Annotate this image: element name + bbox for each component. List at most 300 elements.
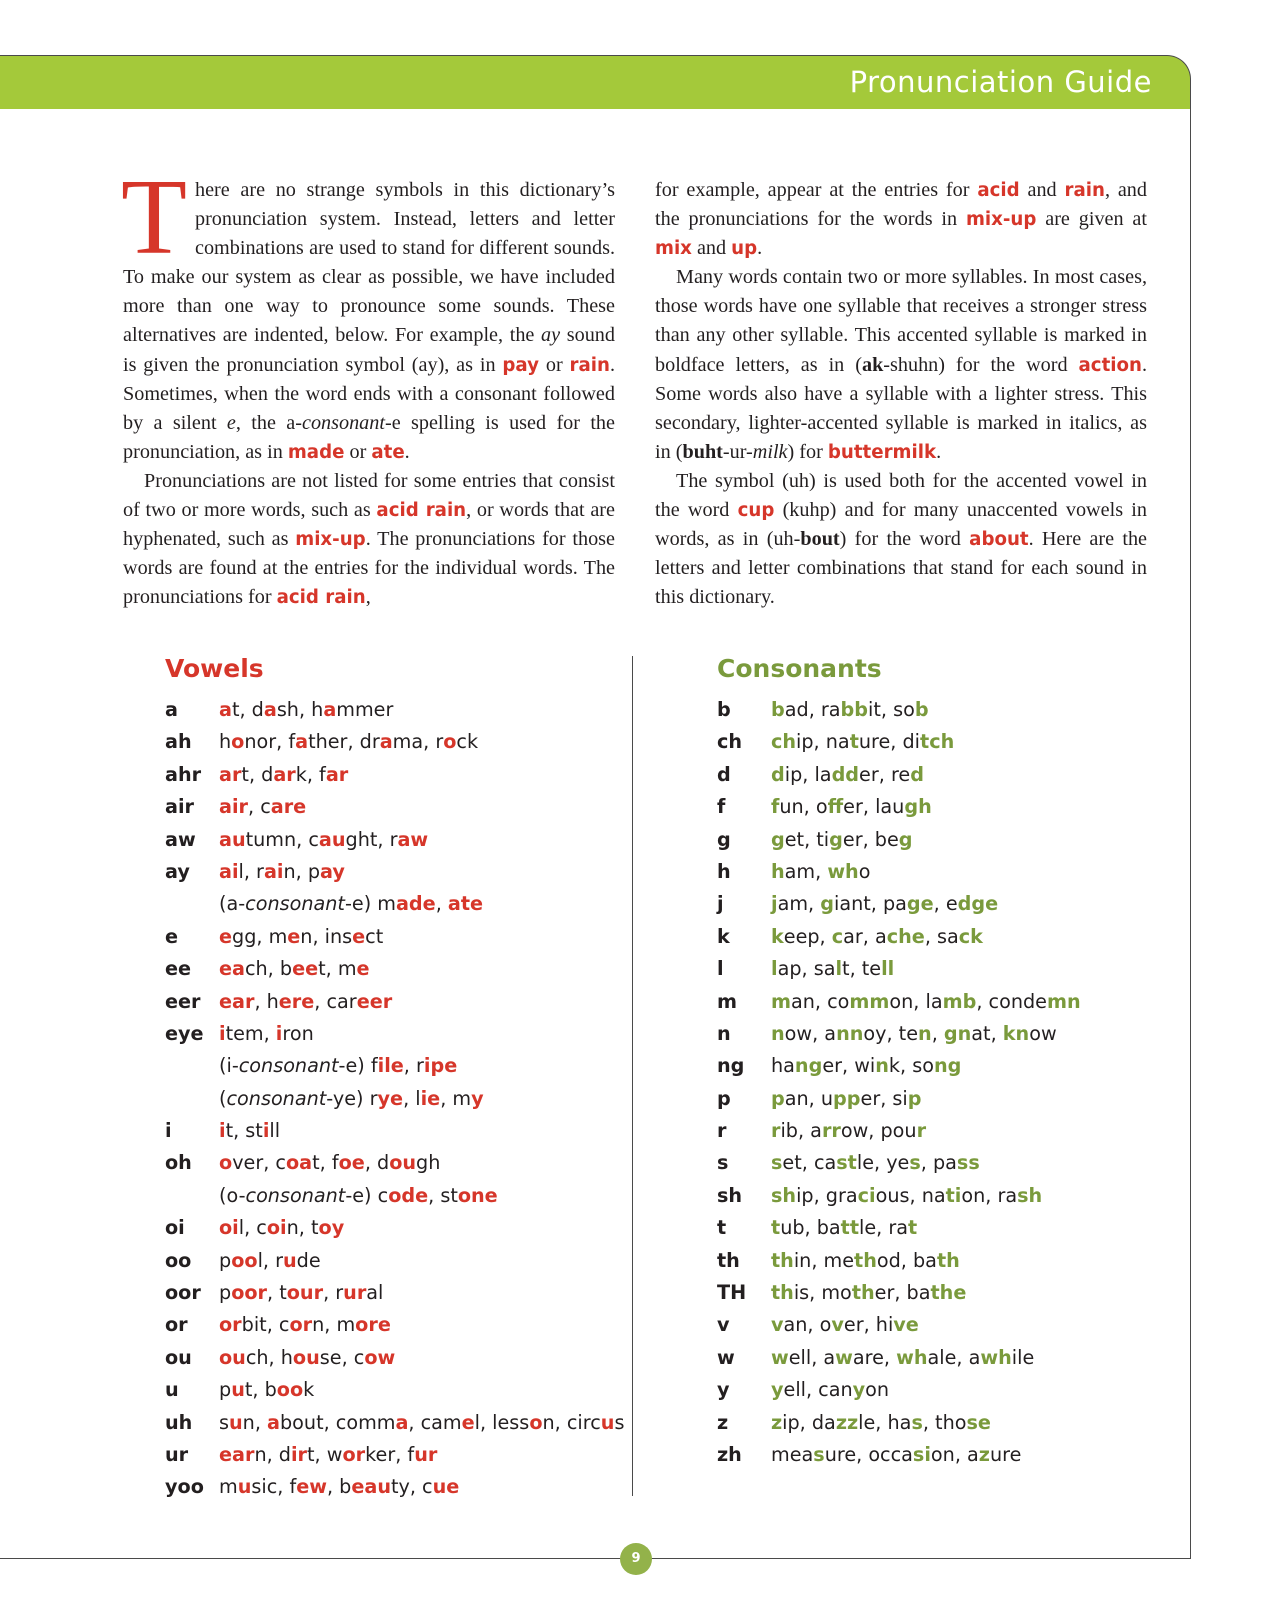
highlighted-letters: ee: [292, 957, 319, 981]
highlighted-letters: j: [771, 892, 778, 916]
example-text: bit, c: [241, 1313, 290, 1337]
example-text: ron: [282, 1021, 314, 1045]
highlighted-letters: ti: [945, 1183, 962, 1207]
example-words: [219, 1018, 314, 1050]
pronunciation-symbol: p: [717, 1086, 731, 1110]
example-words: [771, 1277, 966, 1309]
example-words: [771, 1342, 1034, 1374]
highlighted-letters: a: [295, 730, 309, 754]
intro-text: , the a-: [235, 411, 302, 434]
pronunciation-symbol: k: [717, 924, 730, 948]
highlighted-letters: p: [907, 1086, 922, 1110]
pronunciation-symbol: TH: [717, 1281, 747, 1305]
example-text: ell, can: [783, 1378, 853, 1402]
example-text: is, mo: [793, 1281, 852, 1305]
example-text: et, ti: [784, 827, 830, 851]
example-text: ck: [456, 730, 479, 754]
example-text: l, c: [238, 1216, 267, 1240]
highlighted-letters: au: [318, 827, 346, 851]
highlighted-letters: kn: [1002, 1021, 1030, 1045]
example-words: [771, 1147, 980, 1179]
header-bar: [0, 55, 1191, 109]
highlighted-letters: se: [966, 1410, 991, 1434]
example-text: in, me: [793, 1248, 855, 1272]
highlighted-letters: ai: [219, 859, 239, 883]
pronunciation-symbol: ay: [165, 859, 190, 883]
highlighted-letters: y: [471, 1086, 484, 1110]
intro-text: ) for: [787, 440, 828, 463]
example-words: [771, 759, 924, 791]
intro-text: -shuhn) for the word: [883, 353, 1079, 376]
example-text: t, st: [225, 1119, 263, 1143]
pronunciation-symbol: ou: [165, 1345, 192, 1369]
highlighted-letters: v: [831, 1313, 844, 1337]
highlighted-letters: g: [771, 827, 785, 851]
highlighted-letters: e: [356, 957, 370, 981]
highlighted-letters: ipe: [423, 1054, 458, 1078]
highlighted-letters: m: [771, 989, 791, 1013]
highlighted-letters: w: [771, 1345, 789, 1369]
example-text: an, o: [783, 1313, 832, 1337]
highlighted-letters: ou: [389, 1151, 417, 1175]
example-text: ch, h: [245, 1345, 293, 1369]
highlighted-letters: ur: [343, 1281, 367, 1305]
column-divider: [632, 656, 633, 1496]
intro-text: . Here are the letters and letter combinations that stand for each sound in this dictionary.: [655, 528, 1148, 609]
entry-keyword: rain: [569, 354, 610, 376]
example-text: consonant: [226, 1086, 327, 1110]
intro-text: milk: [752, 440, 788, 463]
highlighted-letters: th: [854, 1248, 877, 1272]
entry-keyword: about: [969, 529, 1029, 551]
intro-text: or: [344, 440, 372, 463]
example-text: ap, sa: [777, 957, 836, 981]
example-text: oy, te: [863, 1021, 919, 1045]
intro-text: , and the pronunciations for the words in: [655, 179, 1147, 231]
example-text: -ye) r: [326, 1086, 378, 1110]
intro-column-left: [121, 158, 615, 612]
highlighted-letters: oo: [231, 1248, 258, 1272]
page-border-bottom: [0, 1558, 1191, 1559]
example-text: t, te: [842, 957, 882, 981]
example-text: ch, b: [244, 957, 293, 981]
highlighted-letters: ea: [219, 957, 245, 981]
example-words: [219, 1374, 314, 1406]
highlighted-letters: o: [219, 1151, 233, 1175]
intro-paragraph: [121, 158, 615, 467]
highlighted-letters: d: [771, 762, 785, 786]
highlighted-letters: tch: [920, 730, 955, 754]
entry-keyword: up: [731, 238, 758, 260]
highlighted-letters: oy: [318, 1216, 345, 1240]
example-text: p: [219, 1281, 232, 1305]
example-text: at,: [971, 1021, 1003, 1045]
highlighted-letters: air: [219, 795, 248, 819]
example-words: [219, 1471, 459, 1503]
example-text: n, p: [283, 859, 321, 883]
highlighted-letters: i: [219, 1119, 226, 1143]
example-text: ker, f: [365, 1442, 415, 1466]
highlighted-letters: ore: [355, 1313, 391, 1337]
highlighted-letters: h: [771, 859, 785, 883]
intro-column-right: [655, 176, 1147, 612]
highlighted-letters: ue: [432, 1475, 460, 1499]
pronunciation-symbol: oo: [165, 1248, 192, 1272]
intro-text: . Some words also have a syllable with a lighter stress. This secondary, lighter-accented syllable is marked in italics, as in (: [655, 353, 1147, 463]
intro-paragraph-text: [121, 158, 615, 463]
highlighted-letters: ng: [794, 1054, 823, 1078]
example-text: ma, r: [392, 730, 444, 754]
highlighted-letters: ow: [364, 1345, 396, 1369]
pronunciation-symbol: ur: [165, 1442, 189, 1466]
highlighted-letters: p: [771, 1086, 785, 1110]
pronunciation-symbol: w: [717, 1345, 735, 1369]
pronunciation-symbol: a: [165, 698, 178, 721]
example-words: [219, 1342, 395, 1374]
example-text: ct: [365, 924, 384, 948]
example-words: [219, 953, 370, 985]
example-text: se, c: [319, 1345, 365, 1369]
intro-text: ak: [861, 353, 884, 376]
example-words: [771, 1050, 961, 1082]
example-words: [771, 856, 870, 888]
example-words: [219, 1147, 440, 1179]
pronunciation-symbol: or: [165, 1313, 188, 1337]
example-text: le, ye: [856, 1151, 910, 1175]
highlighted-letters: g: [820, 892, 834, 916]
highlighted-letters: d: [910, 762, 924, 786]
highlighted-letters: s: [911, 1410, 923, 1434]
highlighted-letters: e: [287, 924, 301, 948]
intro-text: here are no strange symbols in this dictionary’s pronunciation system. Instead, letters and letter combinations are used to stand for different sounds. To make our system as clear as possible, we have included more than one way to pronounce some sounds. These alternatives are indented, below. For example, the: [123, 179, 615, 347]
vowels-heading: Vowels: [165, 654, 264, 683]
highlighted-letters: rr: [821, 1119, 841, 1143]
example-text: , l: [403, 1086, 421, 1110]
highlighted-letters: l: [835, 957, 843, 981]
example-text: sic, f: [251, 1475, 297, 1499]
example-text: l, r: [257, 1248, 283, 1272]
pronunciation-symbol: oor: [165, 1281, 201, 1305]
example-text: de: [296, 1248, 321, 1272]
pronunciation-symbol: ah: [165, 730, 192, 754]
example-text: un, o: [779, 795, 828, 819]
example-words: [219, 1309, 391, 1341]
highlighted-letters: wh: [980, 1345, 1012, 1369]
example-words: [771, 888, 998, 920]
highlighted-letters: ar: [325, 762, 349, 786]
entry-keyword: rain: [1064, 180, 1105, 201]
highlighted-letters: ve: [893, 1313, 919, 1337]
example-text: ub, ba: [780, 1216, 841, 1240]
highlighted-letters: a: [379, 730, 393, 754]
entry-keyword: pay: [502, 354, 539, 376]
highlighted-letters: ur: [414, 1442, 438, 1466]
example-text: (o-: [219, 1183, 246, 1207]
highlighted-letters: aw: [397, 827, 429, 851]
highlighted-letters: ll: [881, 957, 895, 981]
example-text: am,: [784, 859, 828, 883]
pronunciation-symbol: t: [717, 1216, 727, 1240]
highlighted-letters: or: [342, 1442, 366, 1466]
highlighted-letters: u: [229, 1410, 243, 1434]
example-words: [771, 1083, 922, 1115]
example-text: er, ba: [874, 1281, 931, 1305]
example-text: le, ra: [859, 1216, 909, 1240]
example-text: , m: [440, 1086, 472, 1110]
intro-text: and: [1019, 179, 1065, 201]
example-words: [219, 888, 483, 920]
highlighted-letters: th: [771, 1281, 794, 1305]
highlighted-letters: ci: [857, 1183, 876, 1207]
highlighted-letters: a: [263, 698, 277, 721]
example-words: [771, 1439, 1021, 1471]
highlighted-letters: ate: [447, 892, 484, 916]
example-text: eep,: [783, 924, 832, 948]
intro-text: .: [936, 440, 942, 463]
highlighted-letters: or: [289, 1313, 313, 1337]
highlighted-letters: ar: [219, 762, 242, 786]
highlighted-letters: che: [886, 924, 925, 948]
highlighted-letters: t: [849, 730, 859, 754]
example-text: , b: [326, 1475, 352, 1499]
example-text: sh, h: [276, 698, 324, 721]
intro-paragraph: [655, 467, 1147, 612]
highlighted-letters: eau: [351, 1475, 391, 1499]
example-text: , h: [254, 989, 279, 1013]
example-text: , c: [248, 795, 271, 819]
pronunciation-symbol: r: [717, 1119, 727, 1143]
intro-text: , or words that are hyphenated, such as: [123, 499, 615, 551]
intro-text: ,: [365, 586, 371, 609]
example-words: [771, 791, 932, 823]
highlighted-letters: bb: [840, 698, 869, 721]
highlighted-letters: pp: [833, 1086, 861, 1110]
example-text: ip, da: [782, 1410, 836, 1434]
example-text: h: [219, 730, 232, 754]
example-words: [771, 1115, 926, 1147]
highlighted-letters: t: [771, 1216, 781, 1240]
highlighted-letters: i: [275, 1021, 283, 1045]
highlighted-letters: r: [916, 1119, 927, 1143]
example-text: ,: [435, 892, 448, 916]
consonants-heading: Consonants: [717, 654, 882, 683]
highlighted-letters: ch: [771, 730, 797, 754]
entry-keyword: acid rain: [276, 587, 366, 609]
pronunciation-symbol: b: [717, 698, 731, 721]
pronunciation-symbol: h: [717, 859, 731, 883]
highlighted-letters: ere: [278, 989, 315, 1013]
page-title: Pronunciation Guide: [849, 65, 1152, 99]
highlighted-letters: o: [443, 730, 457, 754]
example-text: ip, la: [784, 762, 832, 786]
example-words: [771, 1309, 919, 1341]
example-words: [219, 856, 345, 888]
example-text: consonant: [245, 892, 345, 916]
example-words: [219, 791, 306, 823]
example-text: er, be: [842, 827, 899, 851]
highlighted-letters: tt: [840, 1216, 860, 1240]
highlighted-letters: oa: [285, 1151, 313, 1175]
highlighted-letters: ade: [395, 892, 436, 916]
highlighted-letters: k: [771, 924, 784, 948]
example-text: t, w: [307, 1442, 343, 1466]
example-text: ty, c: [390, 1475, 433, 1499]
entry-keyword: mix: [655, 238, 692, 260]
highlighted-letters: u: [282, 1248, 297, 1272]
highlighted-letters: c: [831, 924, 844, 948]
example-text: t, f: [312, 1151, 339, 1175]
highlighted-letters: ye: [377, 1086, 404, 1110]
example-text: s: [614, 1410, 625, 1434]
highlighted-letters: ou: [219, 1345, 246, 1369]
pronunciation-symbol: v: [717, 1313, 730, 1337]
example-text: ip, gra: [796, 1183, 858, 1207]
example-text: , conde: [976, 989, 1047, 1013]
highlighted-letters: oe: [338, 1151, 365, 1175]
highlighted-letters: th: [936, 1248, 960, 1272]
example-text: ale, a: [927, 1345, 981, 1369]
intro-text: or: [539, 353, 570, 376]
pronunciation-symbol: e: [165, 924, 179, 948]
pronunciation-symbol: yoo: [165, 1475, 204, 1499]
highlighted-letters: sh: [1017, 1183, 1043, 1207]
example-text: p: [219, 1248, 232, 1272]
highlighted-letters: a: [323, 698, 337, 721]
example-text: on: [865, 1378, 890, 1402]
highlighted-letters: si: [912, 1442, 931, 1466]
highlighted-letters: oi: [266, 1216, 287, 1240]
pronunciation-symbol: sh: [717, 1183, 743, 1207]
example-text: , st: [428, 1183, 458, 1207]
pronunciation-symbol: u: [165, 1378, 179, 1402]
highlighted-letters: w: [835, 1345, 853, 1369]
pronunciation-symbol: i: [165, 1119, 172, 1143]
intro-text: .: [404, 440, 410, 463]
example-text: ure, di: [858, 730, 921, 754]
intro-paragraph: [655, 263, 1147, 467]
example-text: tem,: [225, 1021, 276, 1045]
example-text: -e) f: [338, 1054, 378, 1078]
highlighted-letters: g: [829, 827, 843, 851]
highlighted-letters: v: [771, 1313, 784, 1337]
highlighted-letters: b: [771, 698, 785, 721]
example-words: [771, 921, 983, 953]
highlighted-letters: z: [978, 1442, 990, 1466]
example-text: it, so: [868, 698, 915, 721]
example-text: er, lau: [843, 795, 905, 819]
example-text: ad, ra: [784, 698, 841, 721]
highlighted-letters: ay: [320, 859, 345, 883]
example-text: gh: [416, 1151, 441, 1175]
highlighted-letters: dge: [957, 892, 999, 916]
highlighted-letters: th: [771, 1248, 794, 1272]
example-text: , pa: [920, 1151, 957, 1175]
example-words: [771, 1018, 1057, 1050]
example-text: s: [219, 1410, 229, 1434]
example-text: ib, a: [780, 1119, 822, 1143]
example-text: ha: [771, 1054, 795, 1078]
highlighted-letters: st: [836, 1151, 857, 1175]
example-text: (a-: [219, 892, 246, 916]
page-border-right: [1190, 108, 1191, 1559]
example-text: l, less: [474, 1410, 530, 1434]
pronunciation-symbol: eer: [165, 989, 201, 1013]
pronunciation-symbol: s: [717, 1151, 729, 1175]
highlighted-letters: o: [231, 730, 245, 754]
example-words: [219, 1083, 484, 1115]
highlighted-letters: au: [219, 827, 246, 851]
highlighted-letters: b: [914, 698, 929, 721]
example-text: al: [366, 1281, 384, 1305]
example-text: are,: [852, 1345, 897, 1369]
example-text: tumn, c: [245, 827, 319, 851]
highlighted-letters: mb: [942, 989, 977, 1013]
example-text: (i-: [219, 1054, 239, 1078]
intro-text: buht: [682, 440, 723, 463]
example-text: ow: [1029, 1021, 1057, 1045]
example-text: le, ha: [858, 1410, 912, 1434]
example-text: t, m: [318, 957, 357, 981]
example-words: [219, 1050, 457, 1082]
pronunciation-symbol: z: [717, 1410, 729, 1434]
example-text: , e: [933, 892, 958, 916]
example-text: p: [219, 1378, 232, 1402]
example-text: gg, m: [232, 924, 288, 948]
example-text: t, d: [231, 698, 264, 721]
pronunciation-symbol: ng: [717, 1054, 745, 1078]
intro-text: .: [757, 237, 763, 260]
example-text: mmer: [336, 698, 394, 721]
example-text: k, f: [295, 762, 326, 786]
intro-text: (kuhp) and for many unaccented vowels in words, as in (uh-: [655, 499, 1147, 551]
intro-text: -ur-: [722, 440, 753, 463]
highlighted-letters: a: [395, 1410, 409, 1434]
example-text: k: [303, 1378, 315, 1402]
highlighted-letters: or: [219, 1313, 242, 1337]
example-text: er, wi: [822, 1054, 876, 1078]
example-text: ell, a: [788, 1345, 836, 1369]
intro-text: bout: [800, 528, 840, 551]
example-text: l, r: [238, 859, 264, 883]
intro-text: . The pronunciations for those words are found at the entries for the individual words. The pronunciations for: [123, 528, 615, 609]
pronunciation-symbol: j: [717, 892, 724, 916]
highlighted-letters: oi: [219, 1216, 239, 1240]
intro-text: are given at: [1036, 208, 1147, 231]
pronunciation-symbol: l: [717, 957, 724, 981]
pronunciation-symbol: zh: [717, 1442, 742, 1466]
example-words: [219, 1245, 321, 1277]
example-text: ow, pou: [840, 1119, 917, 1143]
pronunciation-symbol: n: [717, 1021, 731, 1045]
example-text: , sa: [924, 924, 959, 948]
highlighted-letters: ode: [388, 1183, 429, 1207]
highlighted-letters: gh: [904, 795, 932, 819]
highlighted-letters: ew: [296, 1475, 327, 1499]
intro-text: for example, appear at the entries for: [655, 179, 978, 201]
example-words: [219, 921, 383, 953]
example-text: er, re: [859, 762, 911, 786]
example-words: [771, 824, 913, 856]
example-words: [219, 824, 428, 856]
entry-keyword: mix-up: [295, 529, 366, 551]
entry-keyword: cup: [737, 500, 775, 522]
highlighted-letters: one: [457, 1183, 498, 1207]
example-words: [219, 986, 392, 1018]
example-text: on, la: [889, 989, 943, 1013]
example-words: [219, 1439, 437, 1471]
pronunciation-symbol: air: [165, 795, 194, 819]
pronunciation-symbol: g: [717, 827, 731, 851]
